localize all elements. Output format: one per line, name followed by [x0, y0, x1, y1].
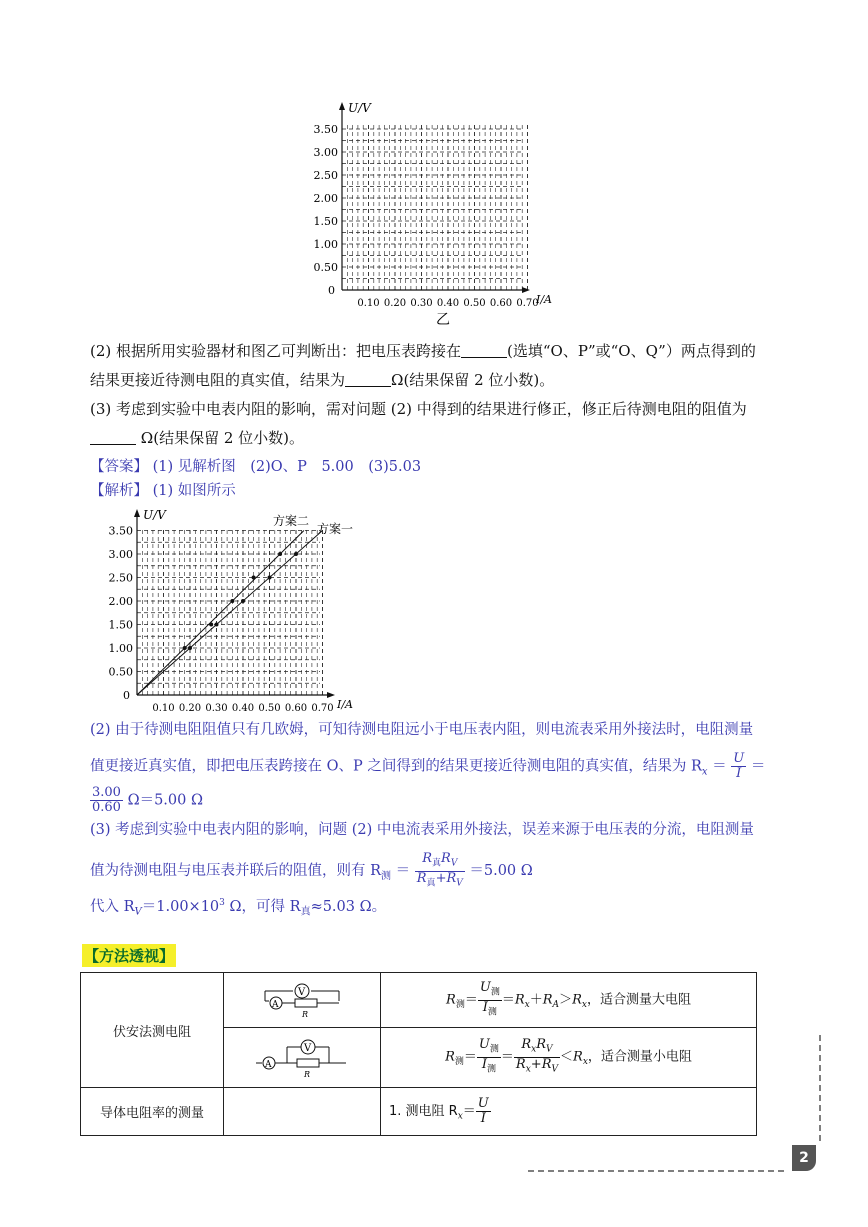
svg-text:R: R	[304, 1069, 311, 1079]
page-number: 2	[792, 1145, 816, 1171]
graph-yi-y-label: U/V	[348, 101, 371, 115]
x-tick-label: 0.70	[311, 703, 334, 714]
formula-external: $R_测=$ $\frac{U_测}{I_测}$ ＝ $\frac{R_xR_V}{R_x+R_V}$ $<R_x$，适合测量小电阻	[381, 1028, 757, 1088]
svg-text:A: A	[265, 1059, 272, 1070]
data-point	[241, 599, 245, 603]
row2-formula: 1. 测电阻 $R_x=$ $\frac{U}{I}$	[381, 1088, 757, 1136]
label-plan-2: 方案二	[273, 514, 310, 528]
data-point	[230, 599, 234, 603]
row2-label: 导体电阻率的测量	[81, 1088, 224, 1136]
analysis-para3-line1: (3) 考虑到实验中电表内阻的影响，问题 (2) 中电流表采用外接法，误差来源于电压表的分流，电阻测量	[90, 822, 754, 838]
answer-blank-2[interactable]	[345, 372, 391, 387]
y-tick-label: 0.50	[313, 261, 338, 274]
data-point	[209, 623, 213, 627]
svg-text:V: V	[304, 1042, 312, 1054]
x-tick-label: 0.20	[383, 298, 407, 309]
x-tick-label: 0.50	[258, 703, 281, 714]
page-corner-decoration	[520, 1035, 830, 1185]
method-title: 【方法透视】	[82, 944, 176, 967]
analysis-para3-line2: 值为待测电阻与电压表并联后的阻值，则有 $R_测$ ＝ $\frac{R_真R_V}{R_真+R_V}$ ＝5.00 Ω	[90, 851, 533, 889]
x-tick-label: 0.10	[152, 703, 175, 714]
graph-yi-caption: 乙	[436, 312, 450, 328]
answer-text: (1) 见解析图 (2)O、P 5.00 (3)5.03	[152, 459, 422, 475]
graph-yi-origin: 0	[328, 284, 335, 297]
formula-internal: $R_测=$ $\frac{U_测}{I_测}$ $=R_x+R_A>R_x$，适合测量大电阻	[381, 973, 757, 1028]
x-tick-label: 0.50	[463, 298, 486, 309]
y-tick-label: 3.00	[313, 146, 338, 159]
question-3-line-2: Ω(结果保留 2 位小数)。	[90, 428, 304, 448]
analysis-result-2: $\frac{3.00}{0.60}$ Ω＝5.00 Ω	[92, 785, 204, 815]
analysis-para2-line1: (2) 由于待测电阻阻值只有几欧姆，可知待测电阻远小于电压表内阻，则电流表采用外接法时，电阻测量	[90, 722, 754, 738]
analysis-para2-line2: 值更接近真实值，即把电压表跨接在 O、P 之间得到的结果更接近待测电阻的真实值，结果为 $R_x$ ＝ $\frac{U}{I}$ ＝	[90, 751, 766, 781]
x-tick-label: 0.20	[178, 703, 202, 714]
y-tick-label: 3.50	[313, 123, 338, 136]
graph-yi	[300, 98, 570, 328]
graph-solution-x-label: I/A	[337, 698, 353, 711]
data-point	[294, 552, 298, 556]
x-tick-label: 0.30	[205, 703, 228, 714]
graph-yi-grid	[342, 122, 528, 290]
y-tick-label: 0.50	[108, 665, 133, 679]
y-tick-label: 1.00	[108, 642, 133, 655]
answer-blank-3[interactable]	[90, 430, 136, 445]
row1-label: 伏安法测电阻	[81, 973, 224, 1088]
analysis-line	[90, 481, 236, 501]
y-tick-label: 2.00	[313, 192, 338, 205]
data-point	[183, 646, 187, 650]
analysis-tag: 【解析】	[90, 483, 148, 499]
data-point	[268, 576, 272, 580]
graph-solution-y-label: U/V	[143, 508, 166, 522]
svg-text:R: R	[302, 1010, 309, 1019]
svg-text:A: A	[272, 1000, 279, 1010]
x-tick-label: 0.70	[516, 298, 539, 309]
question-2-line-1: (2) 根据所用实验器材和图乙可判断出：把电压表跨接在 (选填“O、P”或“O、Q”）两点得到的	[90, 342, 756, 360]
x-tick-label: 0.40	[436, 298, 460, 309]
y-tick-label: 1.50	[313, 215, 338, 228]
x-tick-label: 0.10	[357, 298, 380, 309]
data-point	[252, 576, 256, 580]
answer-blank-1[interactable]	[461, 343, 507, 358]
label-plan-1: 方案一	[317, 522, 354, 536]
x-tick-label: 0.40	[231, 703, 255, 714]
row2-empty-cell	[224, 1088, 381, 1136]
graph-solution-origin: 0	[123, 689, 130, 702]
data-point	[188, 646, 192, 650]
data-point	[215, 623, 219, 627]
circuit-internal	[224, 973, 381, 1028]
data-point	[278, 552, 282, 556]
question-2-line-2: 结果更接近待测电阻的真实值，结果为 Ω(结果保留 2 位小数)。	[90, 371, 555, 389]
y-tick-label: 2.00	[108, 595, 133, 608]
answer-line	[90, 457, 421, 477]
svg-text:V: V	[298, 987, 306, 998]
y-tick-label: 3.00	[108, 548, 133, 561]
circuit-external	[224, 1028, 381, 1088]
analysis-para4: 代入 $R_V=1.00\times 10^3$ Ω，可得 $R_真\approx 5.03$ Ω。	[90, 898, 387, 918]
y-tick-label: 1.50	[108, 618, 133, 632]
y-tick-label: 1.00	[313, 238, 338, 251]
answer-tag: 【答案】	[90, 459, 148, 475]
y-tick-label: 2.50	[108, 571, 133, 585]
analysis-text: (1) 如图所示	[152, 483, 236, 499]
x-tick-label: 0.60	[284, 703, 308, 714]
graph-solution	[95, 505, 365, 720]
y-tick-label: 2.50	[313, 169, 338, 182]
circuit-external-diagram	[252, 1033, 352, 1079]
circuit-internal-diagram	[257, 977, 347, 1019]
graph-yi-x-label: I/A	[536, 293, 552, 306]
x-tick-label: 0.30	[410, 298, 433, 309]
question-3-line-1: (3) 考虑到实验中电表内阻的影响，需对问题 (2) 中得到的结果进行修正，修正后待测电阻的阻值为	[90, 400, 747, 418]
y-tick-label: 3.50	[108, 524, 133, 538]
x-tick-label: 0.60	[489, 298, 513, 309]
